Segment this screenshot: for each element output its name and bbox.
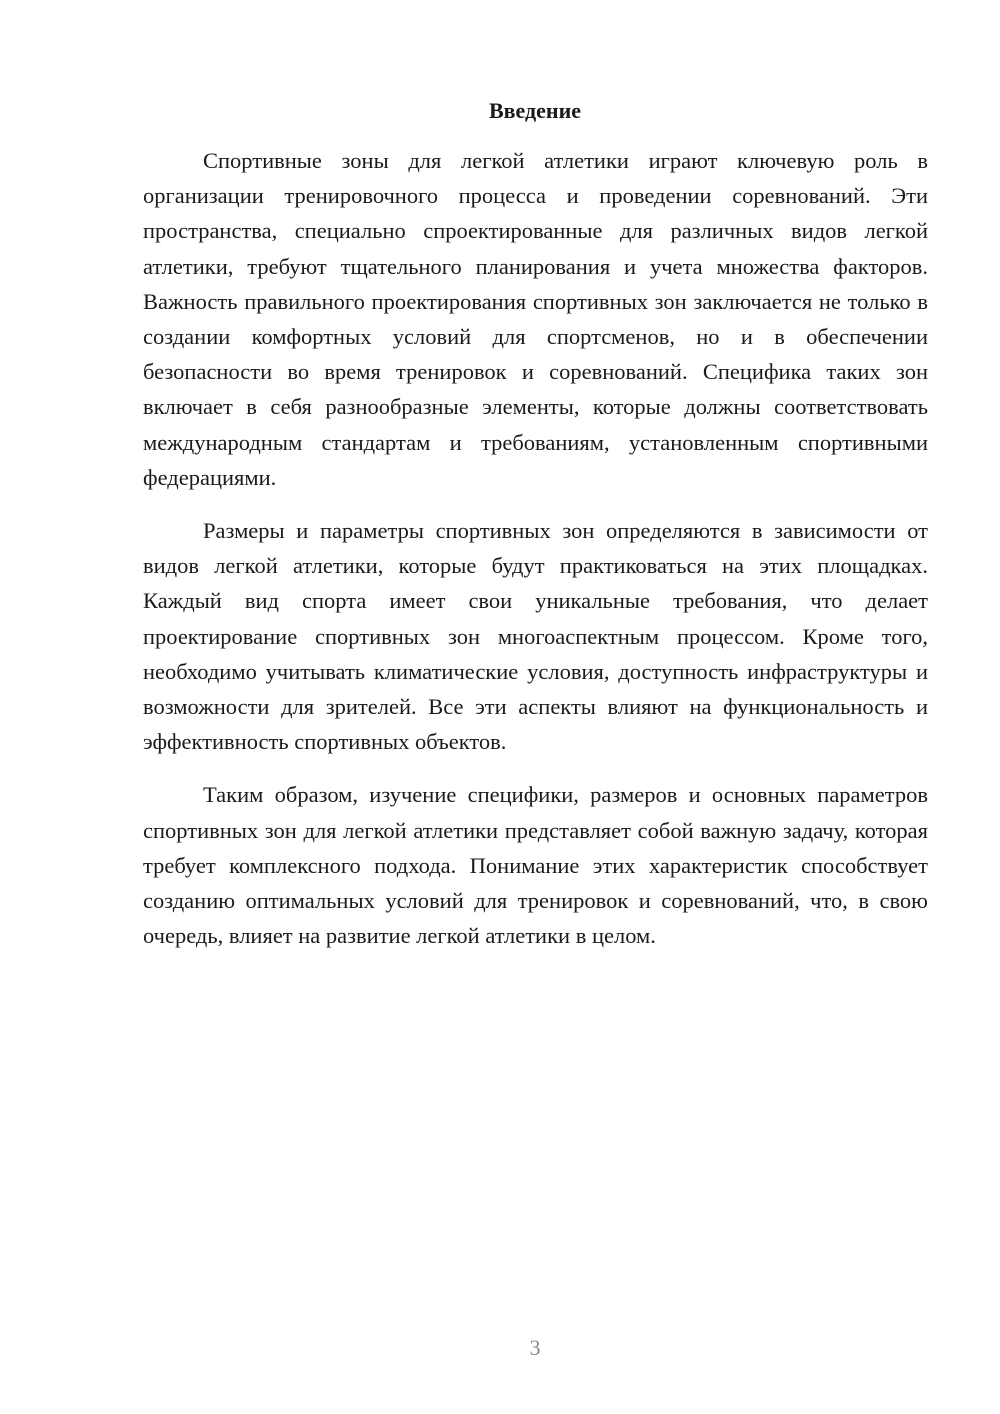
paragraph-1: Спортивные зоны для легкой атлетики играют ключевую роль в организации тренировочного процесса и проведении соревнований. Эти пространства, специально спроектированные для различных видов легкой атлетики, требуют тщательного планирования и учета множества факторов. Важность правильного проектирования спортивных зон заключается не только в создании комфортных условий для спортсменов, но и в обеспечении безопасности во время тренировок и соревнований. Специфика таких зон включает в себя разнообразные элементы, которые должны соответствовать международным стандартам и требованиям, установленным спортивными федерациями. [143, 148, 928, 490]
page-number: 3 [529, 1335, 541, 1360]
paragraph-2: Размеры и параметры спортивных зон определяются в зависимости от видов легкой атлетики, которые будут практиковаться на этих площадках. Каждый вид спорта имеет свои уникальные требования, что делает проектирование спортивных зон многоаспектным процессом. Кроме того, необходимо учитывать климатические условия, доступность инфраструктуры и возможности для зрителей. Все эти аспекты влияют на функциональность и эффективность спортивных объектов. [143, 518, 928, 755]
paragraph-3: Таким образом, изучение специфики, размеров и основных параметров спортивных зон для легкой атлетики представляет собой важную задачу, которая требует комплексного подхода. Понимание этих характеристик способствует созданию оптимальных условий для тренировок и соревнований, что, в свою очередь, влияет на развитие легкой атлетики в целом. [143, 782, 928, 949]
body-text [143, 143, 928, 971]
section-heading: Введение [488, 98, 582, 123]
